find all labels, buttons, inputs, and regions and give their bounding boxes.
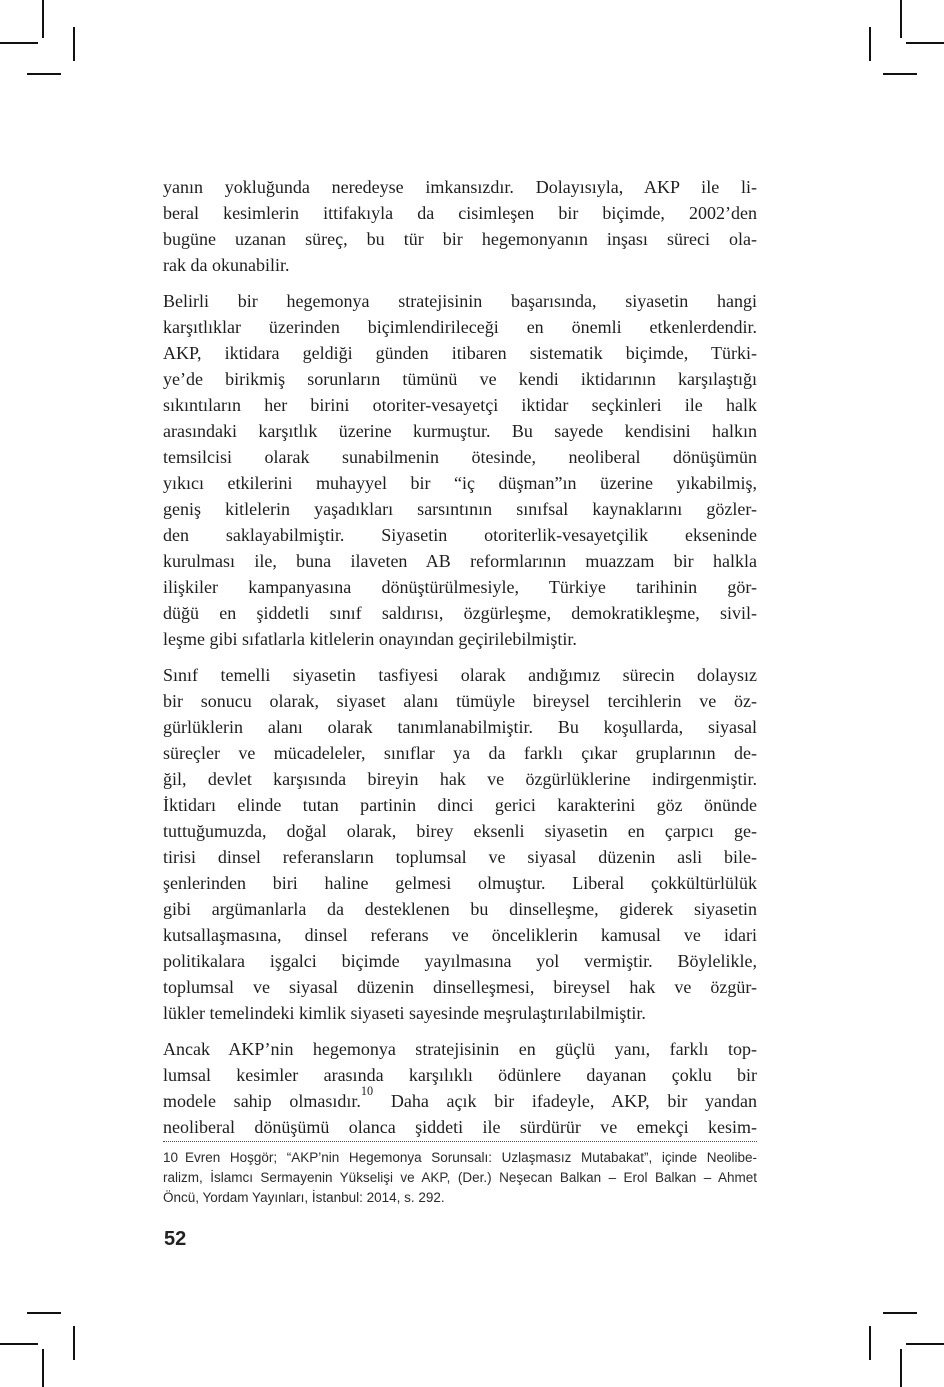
body-line: den saklayabilmiştir. Siyasetin otoriterlik-vesayetçilik ekseninde	[163, 525, 757, 545]
footnote-text: Evren Hoşgör; “AKP’nin Hegemonya Sorunsalı: Uzlaşmasız Mutabakat”, içinde Neolibe-	[185, 1150, 757, 1165]
body-line-text: modele sahip olmasıdır.	[163, 1091, 361, 1111]
body-line: kurulması ile, buna ilaveten AB reformlarının muazzam bir halkla	[163, 551, 757, 571]
crop-mark	[883, 1312, 917, 1314]
crop-mark	[906, 1343, 944, 1345]
paragraph	[163, 1036, 757, 1140]
crop-mark	[27, 73, 61, 75]
body-line-text: Daha açık bir ifadeyle, AKP, bir yandan	[390, 1091, 757, 1111]
body-line: yıkıcı etkilerini muhayyel bir “iç düşman”ın üzerine yıkabilmiş,	[163, 473, 757, 493]
crop-mark	[869, 27, 871, 61]
body-line: İktidarı elinde tutan partinin dinci gerici karakterini göz önünde	[163, 795, 757, 815]
body-line: gürlüklerin alanı olarak tanımlanabilmiştir. Bu koşullarda, siyasal	[163, 717, 757, 737]
body-line: tuttuğumuzda, doğal olarak, birey eksenli siyasetin en çarpıcı ge-	[163, 821, 757, 841]
body-line: düğü en şiddetli sınıf saldırısı, özgürleşme, demokratikleşme, sivil-	[163, 603, 757, 623]
body-line: neoliberal dönüşümü olanca şiddeti ile sürdürür ve emekçi kesim-	[163, 1117, 757, 1137]
crop-mark	[73, 27, 75, 61]
footnote-reference: 10	[360, 1083, 374, 1098]
body-line: beral kesimlerin ittifakıyla da cisimleşen bir biçimde, 2002’den	[163, 203, 757, 223]
crop-mark	[42, 1349, 44, 1387]
body-line: lükler temelindeki kimlik siyaseti sayesinde meşrulaştırılabilmiştir.	[163, 1003, 646, 1023]
body-line: kutsallaşmasına, dinsel referans ve önceliklerin kamusal ve idari	[163, 925, 757, 945]
body-line	[163, 1083, 757, 1114]
body-line: karşıtlıklar üzerinden biçimlendirileceği en önemli etkenlerdendir.	[163, 317, 757, 337]
footnote	[163, 1141, 757, 1208]
page-number: 52	[164, 1228, 187, 1250]
crop-mark	[869, 1326, 871, 1360]
body-text	[163, 174, 757, 1140]
body-line: politikalara işgalci biçimde yayılmasına yol vermiştir. Böylelikle,	[163, 951, 757, 971]
footnote-line: ralizm, İslamcı Sermayenin Yükselişi ve AKP, (Der.) Neşecan Balkan – Erol Balkan – Ahmet	[163, 1170, 757, 1185]
body-line: Belirli bir hegemonya stratejisinin başarısında, siyasetin hangi	[163, 291, 757, 311]
crop-mark	[27, 1312, 61, 1314]
crop-mark	[900, 0, 902, 38]
paragraph	[163, 174, 757, 278]
body-line: süreçler ve mücadeleler, sınıflar ya da farklı çıkar gruplarının de-	[163, 743, 757, 763]
footnote-line	[163, 1148, 757, 1168]
body-line: toplumsal ve siyasal düzenin dinselleşmesi, bireysel hak ve özgür-	[163, 977, 757, 997]
body-line: rak da okunabilir.	[163, 255, 290, 275]
body-line: ilişkiler kampanyasına dönüştürülmesiyle, Türkiye tarihinin gör-	[163, 577, 757, 597]
crop-mark	[906, 42, 944, 44]
body-line: yanın yokluğunda neredeyse imkansızdır. Dolayısıyla, AKP ile li-	[163, 177, 757, 197]
body-line: Sınıf temelli siyasetin tasfiyesi olarak andığımız sürecin dolaysız	[163, 665, 757, 685]
paragraph	[163, 662, 757, 1026]
body-line: Ancak AKP’nin hegemonya stratejisinin en güçlü yanı, farklı top-	[163, 1039, 757, 1059]
crop-mark	[0, 42, 38, 44]
body-line: arasındaki karşıtlık üzerine kurmuştur. Bu sayede kendisini halkın	[163, 421, 757, 441]
body-line: şenlerinden biri haline gelmesi olmuştur. Liberal çokkültürlülük	[163, 873, 757, 893]
body-line: AKP, iktidara geldiği günden itibaren sistematik biçimde, Türki-	[163, 343, 757, 363]
body-line: ye’de birikmiş sorunların tümünü ve kendi iktidarının karşılaştığı	[163, 369, 757, 389]
crop-mark	[73, 1326, 75, 1360]
crop-mark	[883, 73, 917, 75]
body-line: temsilcisi olarak sunabilmenin ötesinde, neoliberal dönüşümün	[163, 447, 757, 467]
crop-mark	[42, 0, 44, 38]
body-line: bugüne uzanan süreç, bu tür bir hegemonyanın inşası süreci ola-	[163, 229, 757, 249]
paragraph	[163, 288, 757, 652]
footnote-marker: 10	[163, 1150, 179, 1165]
body-line: geniş kitlelerin yaşadıkları sarsıntının sınıfsal kaynaklarını gözler-	[163, 499, 757, 519]
body-line: sıkıntıların her birini otoriter-vesayetçi iktidar seçkinleri ile halk	[163, 395, 757, 415]
body-line: tirisi dinsel referansların toplumsal ve siyasal düzenin asli bile-	[163, 847, 757, 867]
body-line: ğil, devlet karşısında bireyin hak ve özgürlüklerine indirgenmiştir.	[163, 769, 757, 789]
footnote-line: Öncü, Yordam Yayınları, İstanbul: 2014, s. 292.	[163, 1190, 445, 1205]
crop-mark	[900, 1349, 902, 1387]
body-line: bir sonucu olarak, siyaset alanı tümüyle bireysel tercihlerin ve öz-	[163, 691, 757, 711]
body-line: gibi argümanlarla da desteklenen bu dinselleşme, giderek siyasetin	[163, 899, 757, 919]
body-line: lumsal kesimler arasında karşılıklı ödünlere dayanan çoklu bir	[163, 1065, 757, 1085]
crop-mark	[0, 1343, 38, 1345]
body-line: leşme gibi sıfatlarla kitlelerin onayından geçirilebilmiştir.	[163, 629, 577, 649]
